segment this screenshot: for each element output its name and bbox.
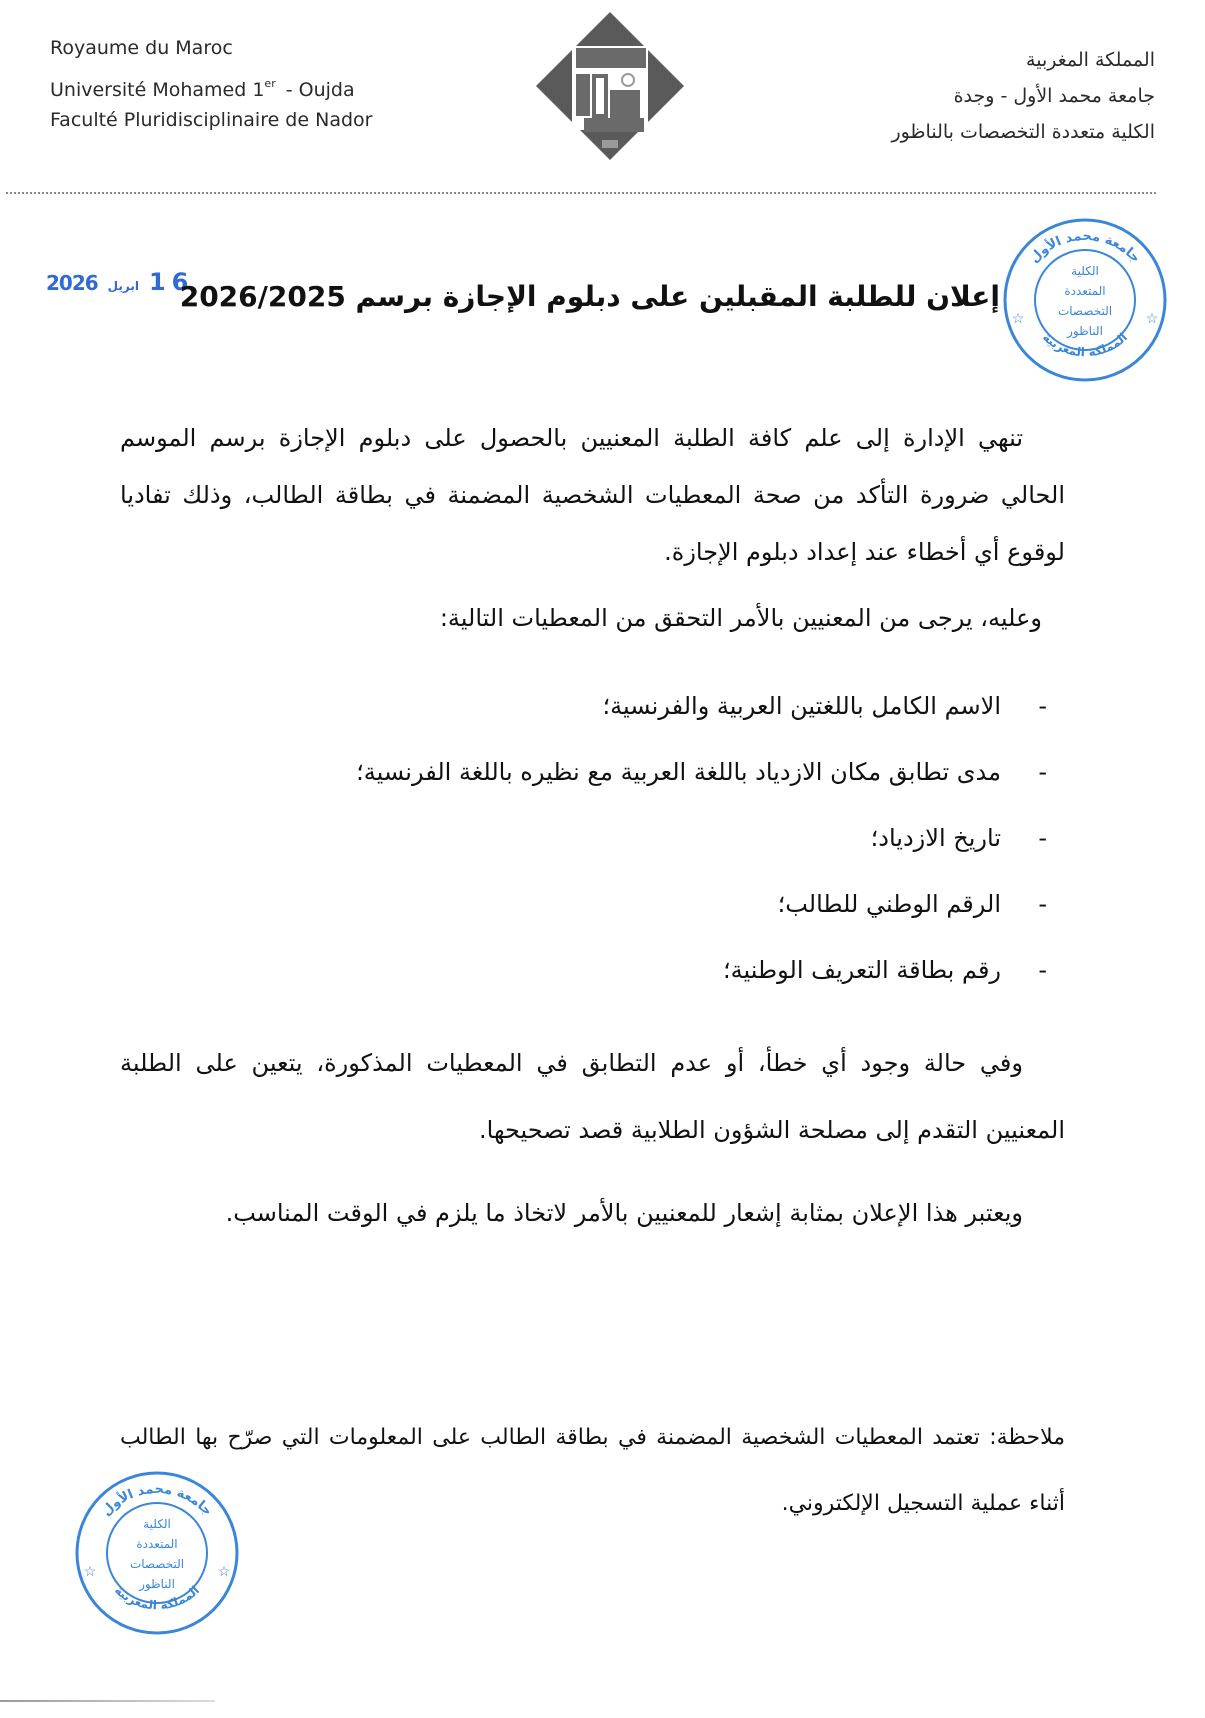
scan-edge-line xyxy=(0,1700,215,1702)
date-stamp-day: 16 xyxy=(148,268,195,296)
stamp-inner-line: المتعددة xyxy=(136,1537,178,1551)
intro-paragraph: تنهي الإدارة إلى علم كافة الطلبة المعنيين بالحصول على دبلوم الإجازة برسم الموسم الحالي ضرورة التأكد من صحة المعطيات الشخصية المضمنة في بطاقة الطالب، وذلك تفاديا لوقوع أي أخطاء عند إعداد دبلوم الإجازة. xyxy=(120,424,1065,566)
stamp-inner-line: الناظور xyxy=(1067,324,1103,338)
list-item xyxy=(356,818,1047,884)
list-item-text: الرقم الوطني للطالب؛ xyxy=(777,890,1001,918)
header-french xyxy=(50,30,372,138)
list-item xyxy=(356,686,1047,752)
header-divider xyxy=(6,192,1156,194)
header-ar-kingdom: المملكة المغربية xyxy=(1026,49,1155,71)
list-item-text: الاسم الكامل باللغتين العربية والفرنسية؛ xyxy=(602,692,1001,720)
header-fr-faculty: Faculté Pluridisciplinaire de Nador xyxy=(50,109,373,131)
header-arabic xyxy=(891,42,1155,150)
university-logo-icon xyxy=(530,6,690,166)
list-marker: - xyxy=(1038,824,1047,852)
header-fr-city: - Oujda xyxy=(285,79,355,101)
official-seal-stamp-icon xyxy=(72,1468,242,1638)
list-item xyxy=(356,752,1047,818)
stamp-inner-line: التخصصات xyxy=(129,1557,185,1571)
verification-checklist xyxy=(356,686,1047,1016)
stamp-ring-text: جامعة محمد الأول xyxy=(99,1481,216,1520)
stamp-inner-line: الكلية xyxy=(1071,264,1099,278)
stamp-inner-line: الناظور xyxy=(139,1577,175,1591)
list-marker: - xyxy=(1038,692,1047,720)
list-marker: - xyxy=(1038,758,1047,786)
svg-text:☆: ☆ xyxy=(217,1565,231,1580)
stamp-inner-line: المتعددة xyxy=(1064,284,1106,298)
list-item xyxy=(356,884,1047,950)
list-marker: - xyxy=(1038,890,1047,918)
error-correction-paragraph: وفي حالة وجود أي خطأ، أو عدم التطابق في المعطيات المذكورة، يتعين على الطلبة المعنيين التقدم إلى مصلحة الشؤون الطلابية قصد تصحيحها. xyxy=(120,1049,1065,1144)
stamp-inner-line: التخصصات xyxy=(1057,304,1113,318)
date-stamp-month: ابريل xyxy=(107,279,139,293)
instruction-paragraph: وعليه، يرجى من المعنيين بالأمر التحقق من المعطيات التالية: xyxy=(439,604,1042,632)
header-fr-superscript: er xyxy=(264,77,276,90)
header-fr-kingdom: Royaume du Maroc xyxy=(50,37,233,59)
header-ar-university: جامعة محمد الأول - وجدة xyxy=(953,85,1155,107)
list-item-text: رقم بطاقة التعريف الوطنية؛ xyxy=(723,956,1001,984)
stamp-ring-text: جامعة محمد الأول xyxy=(1027,228,1144,267)
note-paragraph: ملاحظة: تعتمد المعطيات الشخصية المضمنة في بطاقة الطالب على المعلومات التي صرّح بها الطالب أثناء عملية التسجيل الإلكتروني. xyxy=(120,1425,1065,1516)
list-item-text: مدى تطابق مكان الازدياد باللغة العربية مع نظيره باللغة الفرنسية؛ xyxy=(356,758,1001,786)
stamp-inner-line: الكلية xyxy=(143,1517,171,1531)
date-stamp-year: 2026 xyxy=(46,271,98,295)
header-fr-university xyxy=(50,66,372,102)
svg-text:☆: ☆ xyxy=(1011,312,1025,327)
header-ar-faculty: الكلية متعددة التخصصات بالناظور xyxy=(891,121,1155,143)
svg-text:☆: ☆ xyxy=(1145,312,1159,327)
stamp-ring-bottom-text: المملكة المغربية xyxy=(111,1583,203,1613)
list-marker: - xyxy=(1038,956,1047,984)
svg-text:☆: ☆ xyxy=(83,1565,97,1580)
stamp-ring-bottom-text: المملكة المغربية xyxy=(1039,330,1131,360)
notice-paragraph: ويعتبر هذا الإعلان بمثابة إشعار للمعنيين بالأمر لاتخاذ ما يلزم في الوقت المناسب. xyxy=(225,1199,1023,1227)
official-seal-stamp-icon xyxy=(1000,215,1170,385)
page-title: إعلان للطلبة المقبلين على دبلوم الإجازة برسم 2026/2025 xyxy=(179,280,1000,313)
svg-text:جامعة محمد الأول xyxy=(99,1482,215,1519)
svg-text:جامعة محمد الأول xyxy=(1027,229,1143,266)
list-item-text: تاريخ الازدياد؛ xyxy=(870,824,1001,852)
header-fr-university-name: Université Mohamed 1 xyxy=(50,79,265,101)
list-item xyxy=(356,950,1047,1016)
date-stamp xyxy=(46,268,194,296)
